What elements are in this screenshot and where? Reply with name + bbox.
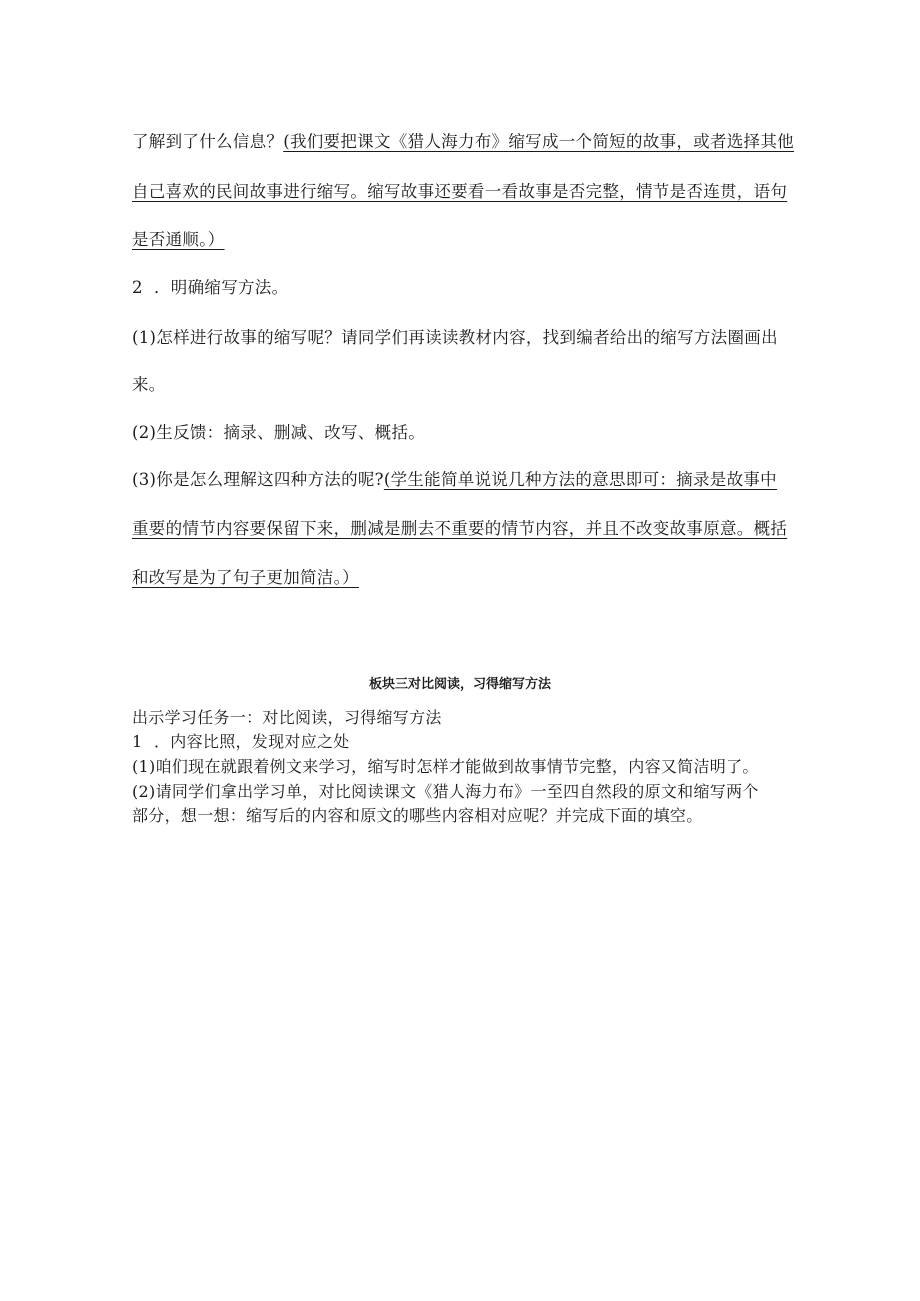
sub-item-1-line-1: (1)怎样进行故事的缩写呢？请同学们再读读教材内容，找到编者给出的缩写方法圈画出 (132, 328, 778, 347)
sub-item-3-line-3: 和改写是为了句子更加简洁。） (132, 568, 359, 587)
sub-item-1: (1)咱们现在就跟着例文来学习，缩写时怎样才能做到故事情节完整，内容又简洁明了。 (132, 757, 759, 776)
answer-text-underlined: (我们要把课文《猎人海力布》缩写成一个简短的故事，或者选择其他 (283, 132, 794, 151)
sub-item-3-line-1 (132, 469, 797, 491)
paragraph-line-1 (132, 131, 797, 153)
question-text: (3)你是怎么理解这四种方法的呢? (132, 470, 384, 489)
list-item-text: ．内容比照，发现对应之处 (154, 732, 350, 751)
answer-text-underlined: (学生能简单说说几种方法的意思即可：摘录是故事中 (383, 470, 777, 489)
list-number: 2 (132, 278, 143, 297)
question-text: 了解到了什么信息？ (132, 132, 284, 151)
task-line: 出示学习任务一：对比阅读，习得缩写方法 (132, 708, 442, 727)
paragraph-line-2: 自己喜欢的民间故事进行缩写。缩写故事还要看一看故事是否完整，情节是否连贯，语句 (132, 182, 788, 201)
list-number: 1 (132, 732, 143, 751)
sub-item-3-line-2: 重要的情节内容要保留下来，删减是删去不重要的情节内容，并且不改变故事原意。概括 (132, 519, 788, 538)
paragraph-line-3: 是否通顺。） (132, 230, 225, 249)
sub-item-2-line-2: 部分，想一想：缩写后的内容和原文的哪些内容相对应呢？并完成下面的填空。 (132, 806, 703, 825)
list-item-1 (132, 731, 797, 753)
sub-item-2-line-1: (2)请同学们拿出学习单，对比阅读课文《猎人海力布》一至四自然段的原文和缩写两个 (132, 782, 759, 801)
list-item-text: ．明确缩写方法。 (154, 278, 289, 297)
section-heading: 板块三对比阅读，习得缩写方法 (368, 677, 551, 692)
sub-item-1-line-2: 来。 (132, 375, 166, 394)
sub-item-2: (2)生反馈：摘录、删减、改写、概括。 (132, 423, 426, 442)
list-item-2 (132, 277, 797, 299)
